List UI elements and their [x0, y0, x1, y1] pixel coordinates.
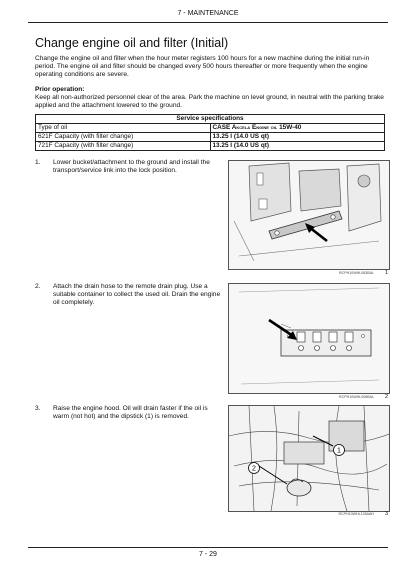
intro-paragraph: Change the engine oil and filter when the hour meter registers 100 hours for a new machine during the initial run-in period. The engine oil and filter should be changed every 500 hours thereafter or more frequently when the engine operating conditions are severe. — [35, 55, 370, 78]
figure-3-caption — [228, 512, 388, 520]
step-text: Lower bucket/attachment to the ground and install the transport/service link into the lock position. — [53, 159, 210, 174]
table-row — [36, 142, 385, 151]
spec-value: 13.25 l (14.0 US qt) — [210, 142, 385, 151]
step-number: 2. — [35, 283, 41, 290]
table-header-row — [36, 115, 385, 124]
spec-value: CASE Akcela Engine oil 15W-40 — [210, 124, 385, 133]
page-footer — [28, 547, 388, 562]
step-text: Raise the engine hood. Oil will drain faster if the oil is warm (not hot) and the dipstick (1) is removed. — [53, 405, 208, 420]
spec-value: 13.25 l (14.0 US qt) — [210, 133, 385, 142]
figure-2-drain-plug — [228, 283, 390, 394]
table-row — [36, 124, 385, 133]
figure-number: 3 — [384, 511, 388, 517]
callout-2: 2 — [252, 465, 256, 473]
step-text: Attach the drain hose to the remote drain plug. Use a suitable container to collect the used oil. Drain the engine oil completely. — [53, 283, 221, 306]
figure-1-service-link — [228, 160, 390, 270]
step-1 — [35, 159, 225, 189]
page-title: Change engine oil and filter (Initial) — [35, 36, 229, 50]
figure-number: 1 — [384, 270, 388, 276]
step-number: 1. — [35, 159, 41, 166]
page-number: 7 - 29 — [199, 551, 217, 558]
figure-1-caption — [228, 271, 388, 279]
step-2 — [35, 283, 225, 313]
service-link-illustration — [229, 161, 389, 269]
page-header — [28, 8, 388, 23]
service-specifications-table — [35, 114, 385, 151]
figure-reference-code: RCPH10WHL126AAH — [338, 512, 374, 516]
prior-operation-heading: Prior operation: — [35, 86, 85, 93]
figure-reference-code: RCPH10WHL083BAL — [339, 271, 374, 275]
spec-label: Type of oil — [36, 124, 211, 133]
figure-reference-code: RCPH10WHL008BAL — [339, 395, 374, 399]
step-3 — [35, 405, 225, 427]
engine-compartment-illustration — [229, 406, 389, 511]
spec-label: 721F Capacity (with filter change) — [36, 142, 211, 151]
callout-1: 1 — [337, 447, 341, 455]
figure-3-engine-hood — [228, 405, 390, 512]
figure-number: 2 — [384, 394, 388, 400]
drain-plug-illustration — [229, 284, 389, 393]
section-title: 7 - MAINTENANCE — [177, 10, 239, 17]
table-heading: Service specifications — [36, 115, 385, 124]
step-number: 3. — [35, 405, 41, 412]
table-row — [36, 133, 385, 142]
spec-label: 621F Capacity (with filter change) — [36, 133, 211, 142]
prior-operation-text: Keep all non-authorized personnel clear of the area. Park the machine on level ground, in neutral with the parking brake applied and the attachment lowered to the ground. — [35, 94, 384, 109]
figure-2-caption — [228, 395, 388, 403]
